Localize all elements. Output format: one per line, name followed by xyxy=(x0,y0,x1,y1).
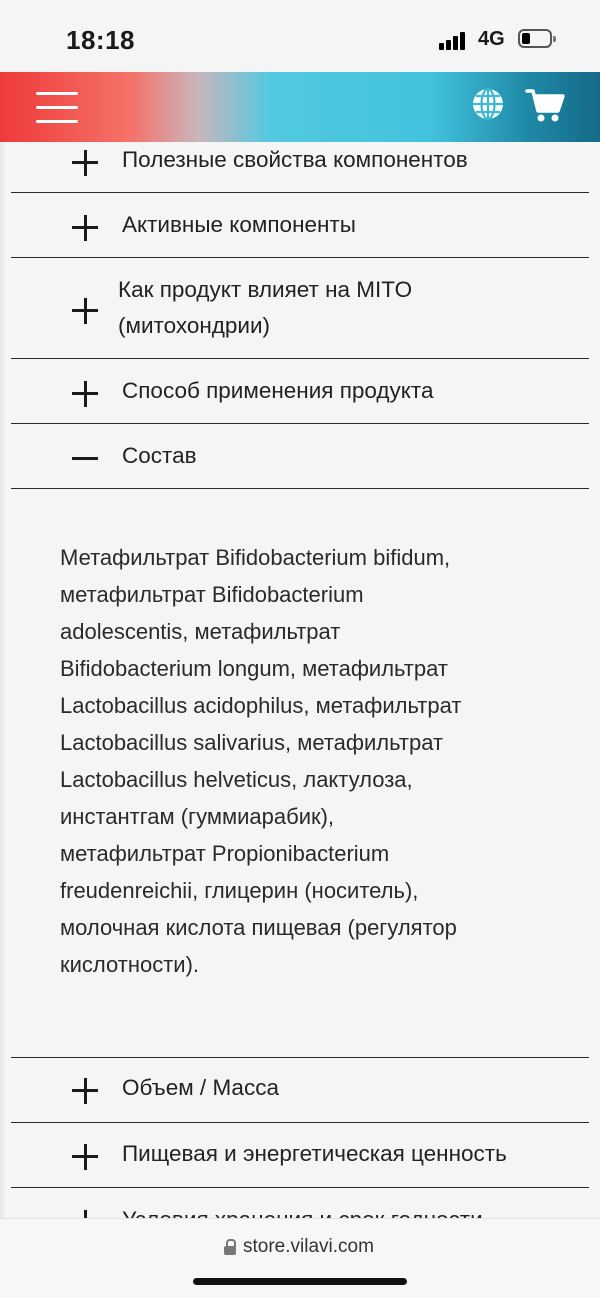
accordion-header[interactable] xyxy=(11,359,589,423)
home-indicator xyxy=(193,1278,407,1285)
site-header xyxy=(0,72,600,142)
accordion-title: Полезные свойства компонентов xyxy=(122,147,468,172)
accordion-title: Активные компоненты xyxy=(122,212,356,237)
accordion-header[interactable] xyxy=(11,1123,589,1187)
body-line: Lactobacillus acidophilus, метафильтрат xyxy=(60,693,462,718)
body-line: кислотности). xyxy=(60,952,200,977)
body-line: инстантгам (гуммиарабик), xyxy=(60,804,335,829)
body-line: Bifidobacterium longum, метафильтрат xyxy=(60,656,448,681)
edge-shadow xyxy=(0,142,6,1218)
accordion-header[interactable] xyxy=(11,193,589,257)
body-line: adolescentis, метафильтрат xyxy=(60,619,341,644)
plus-icon xyxy=(72,1144,98,1170)
body-line: метафильтрат Bifidobacterium xyxy=(60,582,364,607)
accordion-header[interactable] xyxy=(11,258,589,358)
body-line: Метафильтрат Bifidobacterium bifidum, xyxy=(60,545,451,570)
accordion-title: Состав xyxy=(122,443,197,468)
accordion-item-active-components xyxy=(11,193,589,258)
plus-icon xyxy=(72,1078,98,1104)
plus-icon xyxy=(72,381,98,407)
plus-icon xyxy=(72,215,98,241)
body-line: молочная кислота пищевая (регулятор xyxy=(60,915,457,940)
body-line: Lactobacillus salivarius, метафильтрат xyxy=(60,730,444,755)
signal-icon xyxy=(439,30,469,50)
product-info-accordion xyxy=(11,142,589,1252)
network-type: 4G xyxy=(478,28,505,50)
accordion-body xyxy=(11,489,589,1057)
accordion-header[interactable] xyxy=(11,142,589,192)
accordion-header[interactable] xyxy=(11,424,589,489)
plus-icon xyxy=(72,298,98,324)
cart-icon[interactable] xyxy=(525,86,565,124)
accordion-header[interactable] xyxy=(11,1058,589,1122)
accordion-item-volume xyxy=(11,1058,589,1123)
accordion-title: Способ применения продукта xyxy=(122,378,434,403)
body-line: метафильтрат Propionibacterium xyxy=(60,841,390,866)
accordion-item-nutrition xyxy=(11,1123,589,1188)
hamburger-icon[interactable] xyxy=(36,90,78,124)
url-text[interactable]: store.vilavi.com xyxy=(243,1236,374,1257)
accordion-title: Пищевая и энергетическая ценность xyxy=(122,1141,507,1166)
lock-icon xyxy=(224,1239,236,1255)
accordion-item-benefits xyxy=(11,142,589,193)
accordion-title: Объем / Масса xyxy=(122,1075,279,1100)
accordion-item-mito xyxy=(11,258,589,359)
status-time: 18:18 xyxy=(66,25,135,55)
battery-icon xyxy=(518,29,552,48)
accordion-item-composition xyxy=(11,424,589,1058)
body-line: Lactobacillus helveticus, лактулоза, xyxy=(60,767,413,792)
accordion-title-line1: Как продукт влияет на MITO xyxy=(118,277,413,302)
status-bar xyxy=(0,0,600,72)
minus-icon xyxy=(72,446,98,472)
accordion-title-line2: (митохондрии) xyxy=(118,313,271,338)
accordion-item-usage xyxy=(11,359,589,424)
browser-url-bar[interactable] xyxy=(0,1218,600,1298)
plus-icon xyxy=(72,150,98,176)
body-line: freudenreichii, глицерин (носитель), xyxy=(60,878,419,903)
globe-icon[interactable] xyxy=(471,87,505,121)
